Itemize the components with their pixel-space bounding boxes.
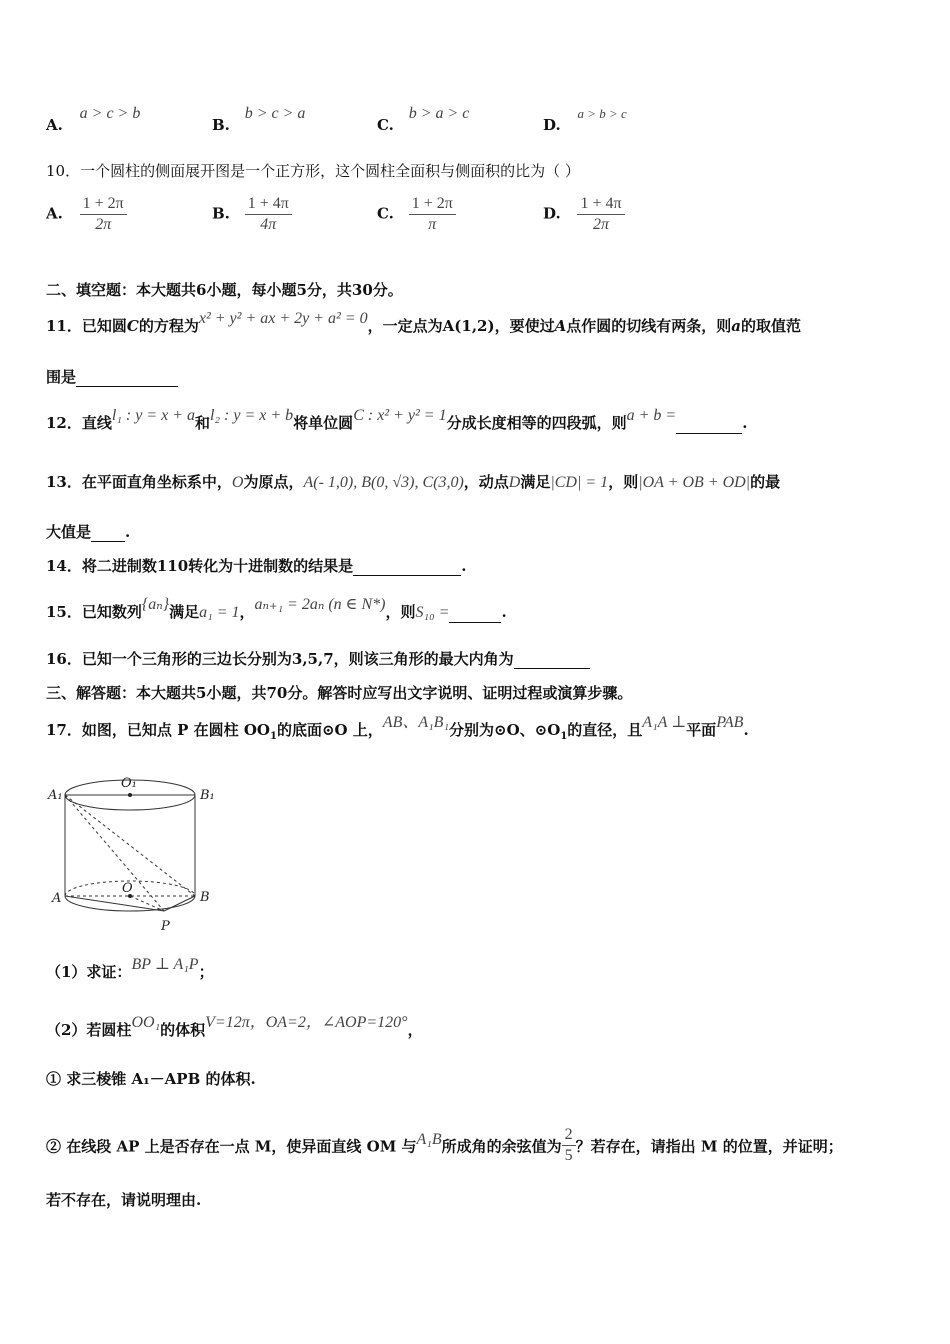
label-p: P [161,919,170,934]
q11-equation: x² + y² + ax + 2y + a² = 0 [198,310,368,327]
segment-ap [65,896,164,911]
section2-heading: 二、填空题：本大题共6小题，每小题5分，共30分。 [46,281,403,299]
point-o1 [128,793,132,797]
part2: （2）若圆柱OO₁的体积V=12π，OA=2，∠AOP=120°， [46,1014,423,1039]
cylinder-figure [44,765,224,940]
q15: 15．已知数列{aₙ}满足a₁ = 1，aₙ₊₁ = 2aₙ (n ∈ N*)，则S₁₀ = . [46,596,507,621]
sub-question-2: ② 在线段 AP 上是否存在一点 M，使异面直线 OM 与A₁B所成角的余弦值为 $\frac{2}{5}$ ？若存在，请指出 M 的位置，并证明； [46,1126,843,1164]
fraction: $\frac{1 + 2\pi}{2\pi}$ [80,194,127,235]
q12: 12．直线l₁ : y = x + a和l₂ : y = x + b将单位圆C : x² + y² = 1分成长度相等的四段弧，则a + b = . [46,407,748,432]
q10-stem: 10．一个圆柱的侧面展开图是一个正方形，这个圆柱全面积与侧面积的比为（ ） [46,162,580,180]
segment-bp [164,896,195,911]
fraction: $\frac{1 + 4\pi}{2\pi}$ [577,194,624,235]
label-a: A [52,891,62,906]
sub-question-2-line2: 若不存在，请说明理由. [46,1191,202,1209]
q11: 11．已知圆C的方程为x² + y² + ax + 2y + a² = 0，一定点为A(1,2)，要使过A点作圆的切线有两条，则a的取值范 [46,310,801,335]
q11-line2: 围是 [46,367,178,387]
section3-heading: 三、解答题：本大题共5小题，共70分。解答时应写出文字说明、证明过程或演算步骤。 [46,684,633,702]
answer-blank[interactable] [449,606,501,623]
q9-option-c[interactable]: C. b > a > c [377,105,470,134]
q13-line2: 大值是 . [46,523,131,541]
label-o: O [122,881,133,896]
q14: 14．将二进制数110转化为十进制数的结果是 . [46,557,467,575]
answer-blank[interactable] [514,652,590,669]
label-b1: B₁ [200,788,215,803]
q10-option-a[interactable]: A. $\frac{1 + 2\pi}{2\pi}$ [46,194,127,235]
answer-blank[interactable] [353,559,461,576]
segment-a1p [65,795,164,911]
part1: （1）求证：BP ⊥ A₁P； [46,956,214,981]
answer-blank[interactable] [76,370,178,387]
label-a1: A₁ [48,788,63,803]
q16: 16．已知一个三角形的三边长分别为3,5,7，则该三角形的最大内角为 [46,649,590,669]
q17: 17．如图，已知点 P 在圆柱 $OO_1$的底面⊙O 上，AB、A₁B₁分别为⊙O、$⊙O_1$的直径，且A₁A ⊥平面PAB. [46,714,749,742]
answer-blank[interactable] [91,525,125,542]
answer-blank[interactable] [676,417,742,434]
q9-option-a[interactable]: A. a > c > b [46,105,141,134]
q10-option-b[interactable]: B. $\frac{1 + 4\pi}{4\pi}$ [212,194,292,235]
label-o1: O₁ [121,776,137,791]
q9-option-b[interactable]: B. b > c > a [212,105,306,134]
bottom-ellipse-front [65,896,195,911]
q10-option-c[interactable]: C. $\frac{1 + 2\pi}{\pi}$ [377,194,456,235]
q10-option-d[interactable]: D. $\frac{1 + 4\pi}{2\pi}$ [543,194,625,235]
fraction: $\frac{1 + 2\pi}{\pi}$ [409,194,456,235]
fraction: $\frac{1 + 4\pi}{4\pi}$ [245,194,292,235]
fraction: $\frac{2}{5}$ [562,1125,576,1166]
sub-question-1: ① 求三棱锥 A₁－APB 的体积. [46,1070,256,1088]
q13: 13．在平面直角坐标系中，O为原点，A(- 1,0), B(0, √3), C(3,0)，动点D满足|CD| = 1，则|OA + OB + OD|的最 [46,473,781,491]
label-b: B [200,890,210,905]
q9-option-d[interactable]: D. a > b > c [543,106,627,134]
